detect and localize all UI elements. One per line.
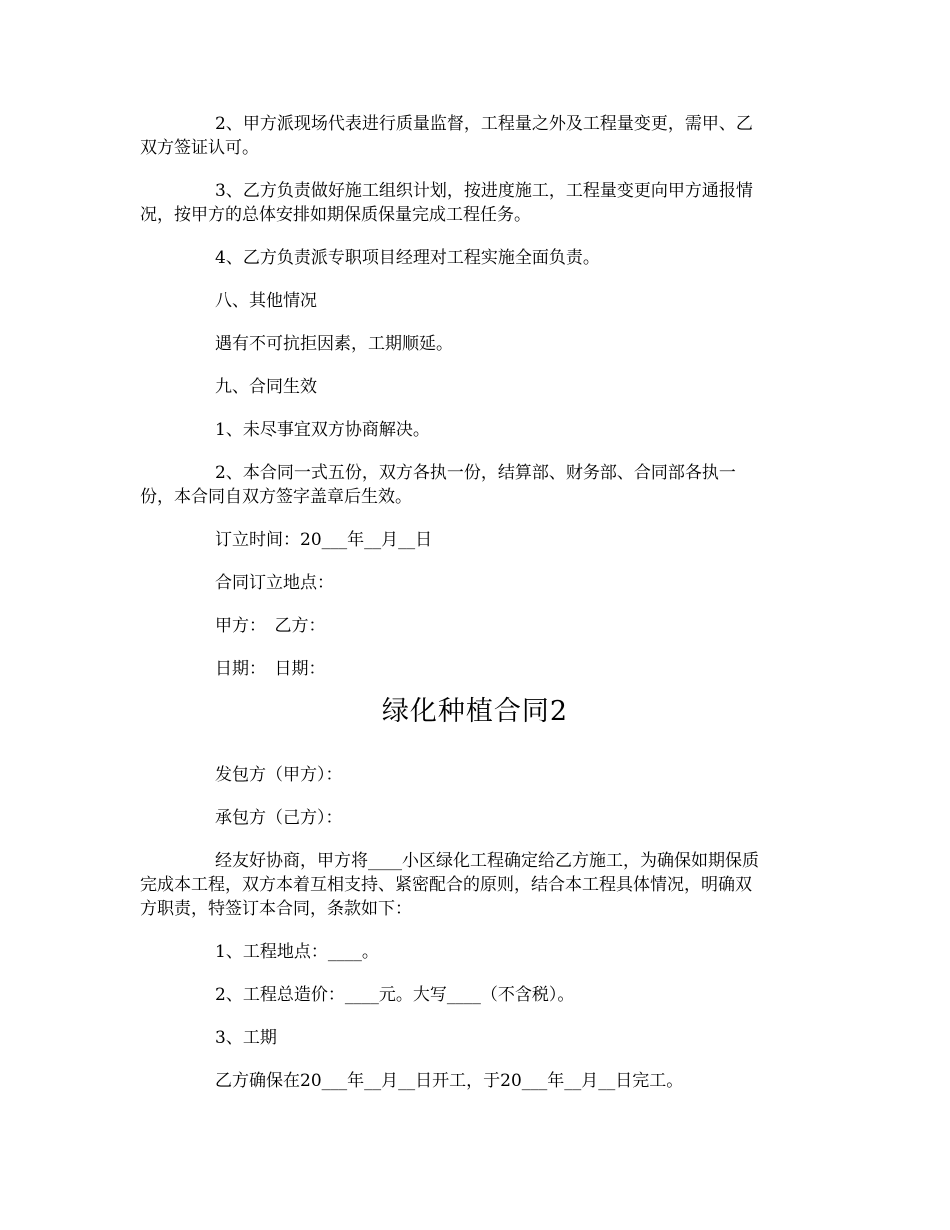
party-b-label: 承包方（己方）： [215, 808, 343, 828]
clause-2-line-1: 2、甲方派现场代表进行质量监督，工程量之外及工程量变更，需甲、乙 [215, 114, 753, 134]
party-a-label: 发包方（甲方）： [215, 765, 343, 785]
clause-3-line-1: 3、乙方负责做好施工组织计划，按进度施工，工程量变更向甲方通报情 [215, 181, 753, 201]
effect-clause-1: 1、未尽事宜双方协商解决。 [215, 420, 430, 440]
signing-place: 合同订立地点： [215, 573, 334, 593]
clause-4: 4、乙方负责派专职项目经理对工程实施全面负责。 [215, 248, 600, 268]
item-project-location: 1、工程地点：____。 [215, 942, 379, 962]
schedule-text: 乙方确保在20___年__月__日开工，于20___年__月__日完工。 [215, 1071, 684, 1091]
item-schedule-heading: 3、工期 [215, 1028, 277, 1048]
intro-line-1: 经友好协商，甲方将____小区绿化工程确定给乙方施工，为确保如期保质 [215, 851, 759, 871]
intro-line-3: 方职责，特签订本合同，条款如下： [140, 899, 412, 919]
parties-signature: 甲方： 乙方： [215, 616, 326, 636]
effect-clause-2-line-1: 2、本合同一式五份，双方各执一份，结算部、财务部、合同部各执一 [215, 463, 736, 483]
signing-time: 订立时间：20___年__月__日 [215, 530, 433, 550]
force-majeure-text: 遇有不可抗拒因素，工期顺延。 [215, 334, 453, 354]
intro-line-2: 完成本工程，双方本着互相支持、紧密配合的原则，结合本工程具体情况，明确双 [140, 875, 752, 895]
heading-other-matters: 八、其他情况 [215, 291, 317, 311]
clause-3-line-2: 况，按甲方的总体安排如期保质保量完成工程任务。 [140, 205, 531, 225]
item-total-cost: 2、工程总造价：____元。大写____（不含税）。 [215, 985, 575, 1005]
dates-signature: 日期： 日期： [215, 659, 326, 679]
heading-contract-effect: 九、合同生效 [215, 377, 317, 397]
clause-2-line-2: 双方签证认可。 [140, 138, 259, 158]
effect-clause-2-line-2: 份，本合同自双方签字盖章后生效。 [140, 487, 412, 507]
contract-2-title: 绿化种植合同2 [381, 696, 569, 727]
